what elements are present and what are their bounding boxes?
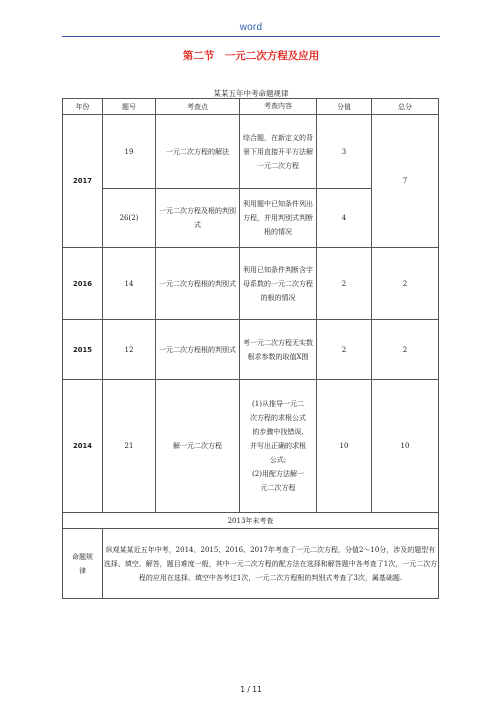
total-cell: 2 [372,320,439,380]
header-total: 总分 [372,99,439,115]
total-cell: 10 [372,380,439,513]
header-content: 考查内容 [240,99,317,115]
content-line: 元二次方程 [260,484,296,492]
point-cell: 解一元二次方程 [156,380,240,513]
table-caption: 某某五年中考命题规律 [213,89,289,98]
section-title: 第二节 一元二次方程及应用 [182,50,320,62]
table-row [63,380,439,513]
rule-label-cell: 命题规律 [63,529,103,599]
content-line: (1)从推导一元二 [252,400,304,408]
table-row [63,115,439,189]
content-cell: 综合题，在新定义的背景下用直接开平方法解一元二次方程 [240,115,317,189]
total-cell: 2 [372,248,439,320]
content-line: 次方程的求根公式 [250,414,306,422]
header-rule [62,36,440,37]
score-cell: 4 [317,189,372,248]
number-cell: 12 [103,320,156,380]
header-number: 题号 [103,99,156,115]
point-cell: 一元二次方程根的判别式 [156,320,240,380]
year-cell: 2015 [63,320,103,380]
year-cell: 2014 [63,380,103,513]
not-tested-cell: 2013年未考查 [63,513,439,529]
point-cell: 一元二次方程的解法 [156,115,240,189]
rule-text-cell: 纵观某某近五年中考，2014、2015、2016、2017年考查了一元二次方程，分值2～10分，涉及的题型有选择、填空、解答，题目难度一般，其中一元二次方程的配方法在选择和解答题中各考查了1次，一元二次方程的应用在选择、填空中各考过1次，一元二次方程根的判别式考查了3次，属基础题. [103,529,439,599]
total-cell: 7 [372,115,439,248]
content-line: 的步骤中找错误, [252,428,304,436]
score-cell: 2 [317,248,372,320]
page-number: 1 / 11 [240,685,262,694]
header-word: word [239,22,263,33]
table-row [63,248,439,320]
number-cell: 21 [103,380,156,513]
number-cell: 26(2) [103,189,156,248]
year-cell: 2016 [63,248,103,320]
table-row [63,529,439,599]
table-row [63,513,439,529]
table-header-row [63,99,439,115]
header-year: 年份 [63,99,103,115]
score-cell: 10 [317,380,372,513]
table-row [63,320,439,380]
point-cell: 一元二次方程根的判别式 [156,248,240,320]
exam-table [62,98,439,599]
score-cell: 3 [317,115,372,189]
header-score: 分值 [317,99,372,115]
content-cell: 利用已知条件判断含字母系数的一元二次方程的根的情况 [240,248,317,320]
content-line: 公式; [269,456,287,464]
number-cell: 14 [103,248,156,320]
content-cell [240,380,317,513]
content-cell: 考一元二次方程无实数根求参数的取值X围 [240,320,317,380]
content-line: 并写出正确的求根 [250,442,306,450]
year-cell: 2017 [63,115,103,248]
point-cell: 一元二次方程及根的判别式 [156,189,240,248]
content-line: (2)用配方法解一 [252,470,304,478]
score-cell: 2 [317,320,372,380]
number-cell: 19 [103,115,156,189]
header-point: 考查点 [156,99,240,115]
content-cell: 利用题中已知条件列出方程，并用判别式判断根的情况 [240,189,317,248]
